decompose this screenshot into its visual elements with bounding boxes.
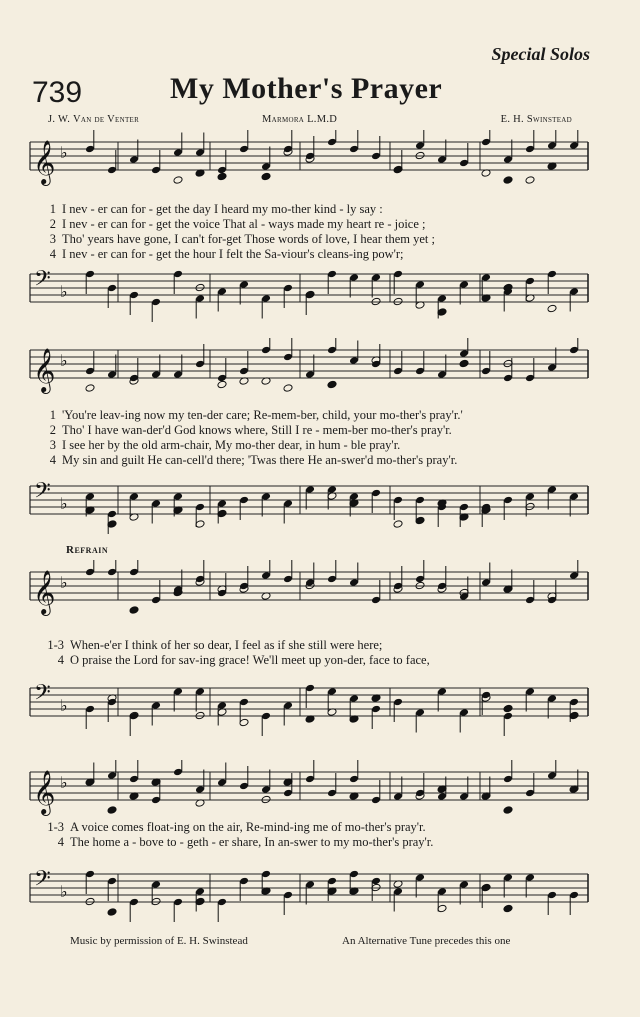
svg-text:𝄢: 𝄢 (34, 680, 51, 711)
verse-line: 1 I nev - er can for - get the day I heard my mo-ther kind - ly say : (49, 202, 383, 216)
verse-line: 1-3 A voice comes float-ing on the air, Re-mind-ing me of mo-ther's pray'r. (47, 820, 426, 834)
svg-text:𝄢: 𝄢 (34, 866, 51, 897)
svg-text:♭: ♭ (60, 494, 68, 513)
verse-line: 1-3 When-e'er I think of her so dear, I feel as if she still were here; (47, 638, 383, 652)
treble-staff (0, 560, 640, 630)
section-title: Special Solos (491, 44, 590, 64)
svg-text:𝄞: 𝄞 (33, 570, 56, 614)
footer-permission: Music by permission of E. H. Swinstead (70, 935, 248, 947)
refrain-lyrics (40, 638, 430, 668)
bass-staff (0, 474, 640, 544)
composer-credit: E. H. Swinstead (500, 114, 572, 125)
svg-text:♭: ♭ (60, 696, 68, 715)
bass-staff (0, 862, 640, 932)
verse-line: 2 Tho' I have wan-der'd God knows where, Still I re - mem-ber mo-ther's pray'r. (49, 423, 452, 437)
hymn-number: 739 (32, 76, 83, 109)
footer-note: An Alternative Tune precedes this one (342, 935, 511, 947)
author-credit: J. W. Van de Venter (48, 114, 140, 125)
verse-line: 4 The home a - bove to - geth - er share, In an-swer to my mo-ther's pray'r. (57, 835, 434, 849)
svg-text:♭: ♭ (60, 143, 68, 162)
svg-text:♭: ♭ (60, 282, 68, 301)
svg-text:♭: ♭ (60, 882, 68, 901)
bass-staff (0, 676, 640, 746)
hymn-title: My Mother's Prayer (170, 72, 443, 105)
verse-line: 1 'You're leav-ing now my ten-der care; Re-mem-ber, child, your mo-ther's pray'r.' (49, 408, 463, 422)
verse-line: 3 Tho' years have gone, I can't for-get Those words of love, I hear them yet ; (49, 232, 435, 246)
verse-line: 4 I nev - er can for - get the hour I felt the Sa-viour's cleans-ing pow'r; (49, 247, 404, 261)
bass-staff (0, 262, 640, 332)
treble-staff (0, 338, 640, 408)
refrain-lyrics (40, 820, 433, 850)
svg-text:♭: ♭ (60, 573, 68, 592)
verse-line: 2 I nev - er can for - get the voice That al - ways made my heart re - joice ; (49, 217, 426, 231)
verse-line: 4 My sin and guilt He can-cell'd there; 'Twas there He an-swer'd mo-ther's pray'r. (49, 453, 458, 467)
verse-line: 3 I see her by the old arm-chair, My mo-ther dear, in hum - ble pray'r. (49, 438, 401, 452)
verse-line: 4 O praise the Lord for sav-ing grace! We'll meet up yon-der, face to face, (57, 653, 430, 667)
tune-name: Marmora L.M.D (262, 114, 338, 125)
svg-text:𝄢: 𝄢 (34, 478, 51, 509)
svg-text:♭: ♭ (60, 351, 68, 370)
svg-text:♭: ♭ (60, 773, 68, 792)
refrain-label: Refrain (66, 544, 109, 556)
svg-text:𝄞: 𝄞 (33, 348, 56, 392)
verse-block (36, 408, 463, 468)
svg-text:𝄢: 𝄢 (34, 266, 51, 297)
treble-staff (0, 130, 640, 200)
verse-block (36, 202, 435, 262)
svg-text:𝄞: 𝄞 (33, 770, 56, 814)
svg-text:𝄞: 𝄞 (33, 140, 56, 184)
